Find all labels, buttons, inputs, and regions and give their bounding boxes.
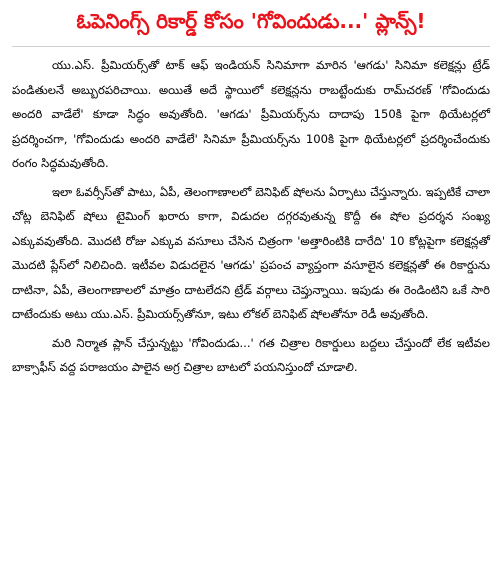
article-headline: ఓపెనింగ్స్ రికార్డ్ కోసం 'గోవిందుడు...' ప్లాన్స్! — [76, 9, 426, 33]
article-paragraph-3: మరి నిర్మాత ప్లాన్ చేస్తున్నట్టు 'గోవిందుడు...' గత చిత్రాల రికార్డులు బద్దలు చేస్తుందో లేక ఇటీవల బాక్సాఫీస్ వద్ద పరాజయం పాలైన అగ్ర చిత్రాల బాటలో పయనిస్తుందో చూడాలి. — [12, 335, 490, 374]
article-paragraph-1: యు.ఎస్. ప్రీమియర్స్‌తో టాక్ ఆఫ్ ఇండియన్ సినిమాగా మారిన 'ఆగడు' సినిమా కలెక్షన్లు ట్రేడ్ పండితులనే అబ్బురపరిచాయి. అయితే అదే స్థాయిలో కలెక్షన్లను రాబట్టేందుకు రామ్‌చరణ్ 'గోవిందుడు అందరి వాడేలే' కూడా సిద్ధం అవుతోంది. 'ఆగడు' ప్రీమియర్స్‌ను దాదాపు 150కి పైగా థియేటర్లలో ప్రదర్శించగా, 'గోవిందుడు అందరి వాడేలే' సినిమా ప్రీమియర్స్‌ను 100కి పైగా థియేటర్లలో ప్రదర్శించేందుకు రంగం సిద్ధమవుతోంది. — [12, 58, 490, 170]
article-body — [12, 53, 490, 380]
headline-divider — [12, 46, 490, 47]
article-paragraph-2: ఇలా ఓవర్సీస్‌తో పాటు, ఏపీ, తెలంగాణాలలో బెనిఫిట్ షోలను ఏర్పాటు చేస్తున్నారు. ఇప్పటికే చాలా చోట్ల బెనిఫిట్ షోలు టైమింగ్ ఖరారు కాగా, విడుదల దగ్గరవుతున్న కొద్దీ ఈ షోల ప్రదర్శన సంఖ్య ఎక్కువవుతోంది. మొదటి రోజు ఎక్కువ వసూలు చేసిన చిత్రంగా 'అత్తారింటికి దారేది' 10 కోట్లపైగా కలెక్షన్లతో మొదటి ప్లేస్‌లో నిలిచింది. ఇటీవల విడుదలైన 'ఆగడు' ప్రపంచ వ్యాప్తంగా వసూలైన కలెక్షన్లతో ఈ రికార్డును దాటినా, ఏపీ, తెలంగాణాలలో మాత్రం దాటలేదని ట్రేడ్ వర్గాలు చెప్తున్నాయి. ఇపుడు ఈ రెండింటిని ఒకే సారి దాటేందుకు అటు యు.ఎస్. ప్రీమియర్స్‌తోనూ, ఇటు లోకల్ బెనిఫిట్ షోలతోనూ రెడీ అవుతోంది. — [12, 184, 490, 321]
